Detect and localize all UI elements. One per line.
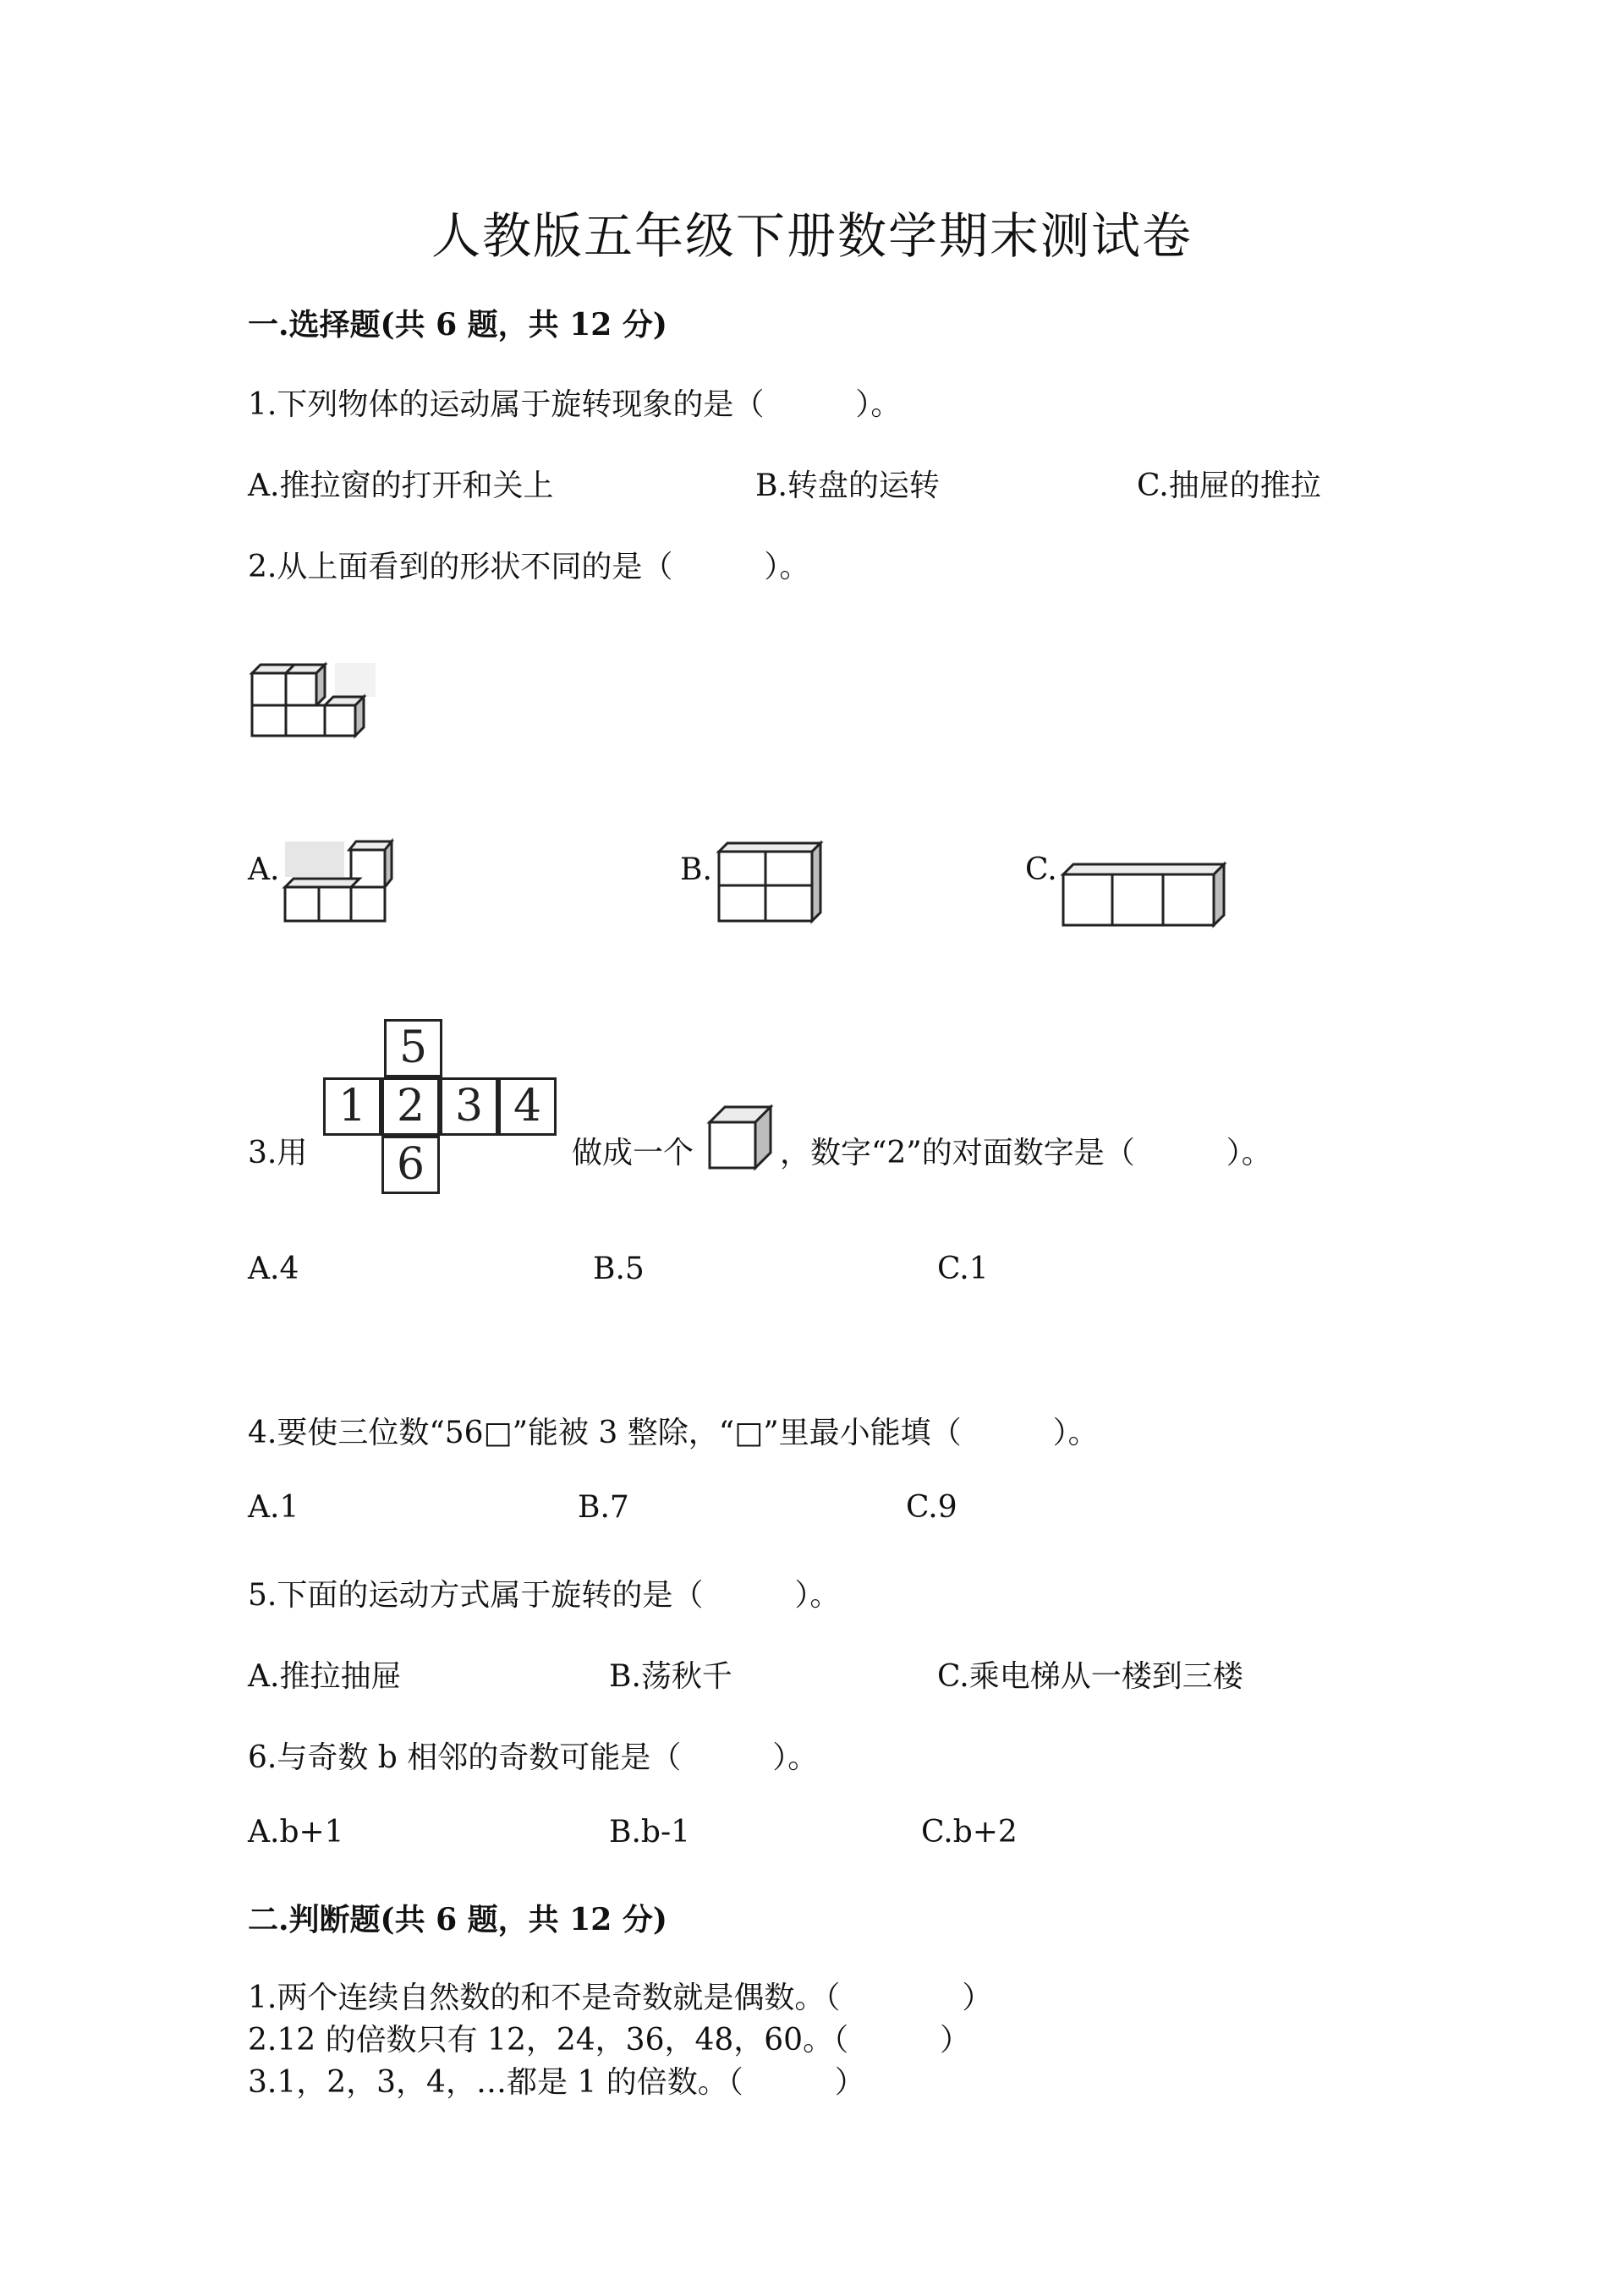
question-5-option-c: C.乘电梯从一楼到三楼 [937,1659,1243,1694]
question-2-figure [250,660,386,753]
question-2-option-a: A. [248,852,280,887]
question-1-option-b: B.转盘的运转 [755,469,940,503]
net-face-5: 5 [384,1019,442,1077]
judgement-item-2: 2.12 的倍数只有 12，24，36，48，60。（ ） [248,2023,971,2058]
question-3-option-c: C.1 [937,1252,989,1286]
question-4-option-c: C.9 [906,1490,957,1525]
question-1-stem: 1.下列物体的运动属于旋转现象的是（ ）。 [248,387,902,422]
net-face-1: 1 [323,1077,381,1136]
net-face-4: 4 [498,1077,557,1136]
question-3-stem-mid: 做成一个 [572,1136,694,1170]
question-4-stem: 4.要使三位数“56□”能被 3 整除，“□”里最小能填（ ）。 [248,1416,1099,1450]
judgement-item-1: 1.两个连续自然数的和不是奇数就是偶数。（ ） [248,1981,993,2015]
question-5-stem: 5.下面的运动方式属于旋转的是（ ）。 [248,1578,841,1613]
question-6-stem: 6.与奇数 b 相邻的奇数可能是（ ）。 [248,1740,819,1775]
section-heading-judgement: 二.判断题(共 6 题，共 12 分) [248,1902,667,1937]
question-1-option-a: A.推拉窗的打开和关上 [248,469,554,503]
question-3-option-b: B.5 [593,1252,645,1286]
question-2-option-c: C. [1025,852,1057,887]
question-1-option-c: C.抽屉的推拉 [1137,469,1321,503]
question-2-option-b: B. [680,852,712,887]
cube-icon [708,1104,776,1171]
question-3-stem-prefix: 3.用 [248,1136,308,1170]
question-2-stem: 2.从上面看到的形状不同的是（ ）。 [248,550,810,584]
question-2-option-c-figure [1062,863,1231,930]
net-face-3: 3 [440,1077,498,1136]
question-2-option-b-figure [717,841,827,926]
question-5-option-b: B.荡秋千 [609,1659,732,1694]
question-5-option-a: A.推拉抽屉 [248,1659,402,1694]
question-6-option-c: C.b+2 [921,1815,1018,1849]
question-3-stem-suffix: ，数字“2”的对面数字是（ ）。 [780,1136,1272,1170]
judgement-item-3: 3.1，2，3，4，…都是 1 的倍数。（ ） [248,2065,865,2100]
question-6-option-a: A.b+1 [248,1815,344,1849]
net-face-6: 6 [381,1136,440,1194]
page-title: 人教版五年级下册数学期末测试卷 [431,207,1193,265]
question-4-option-b: B.7 [578,1490,629,1525]
question-2-option-a-figure [282,841,400,926]
section-heading-choice: 一.选择题(共 6 题，共 12 分) [248,307,667,342]
question-6-option-b: B.b-1 [609,1815,691,1849]
net-face-2: 2 [381,1077,440,1136]
question-3-option-a: A.4 [248,1252,299,1286]
cube-net [323,1019,560,1197]
question-4-option-a: A.1 [248,1490,299,1525]
